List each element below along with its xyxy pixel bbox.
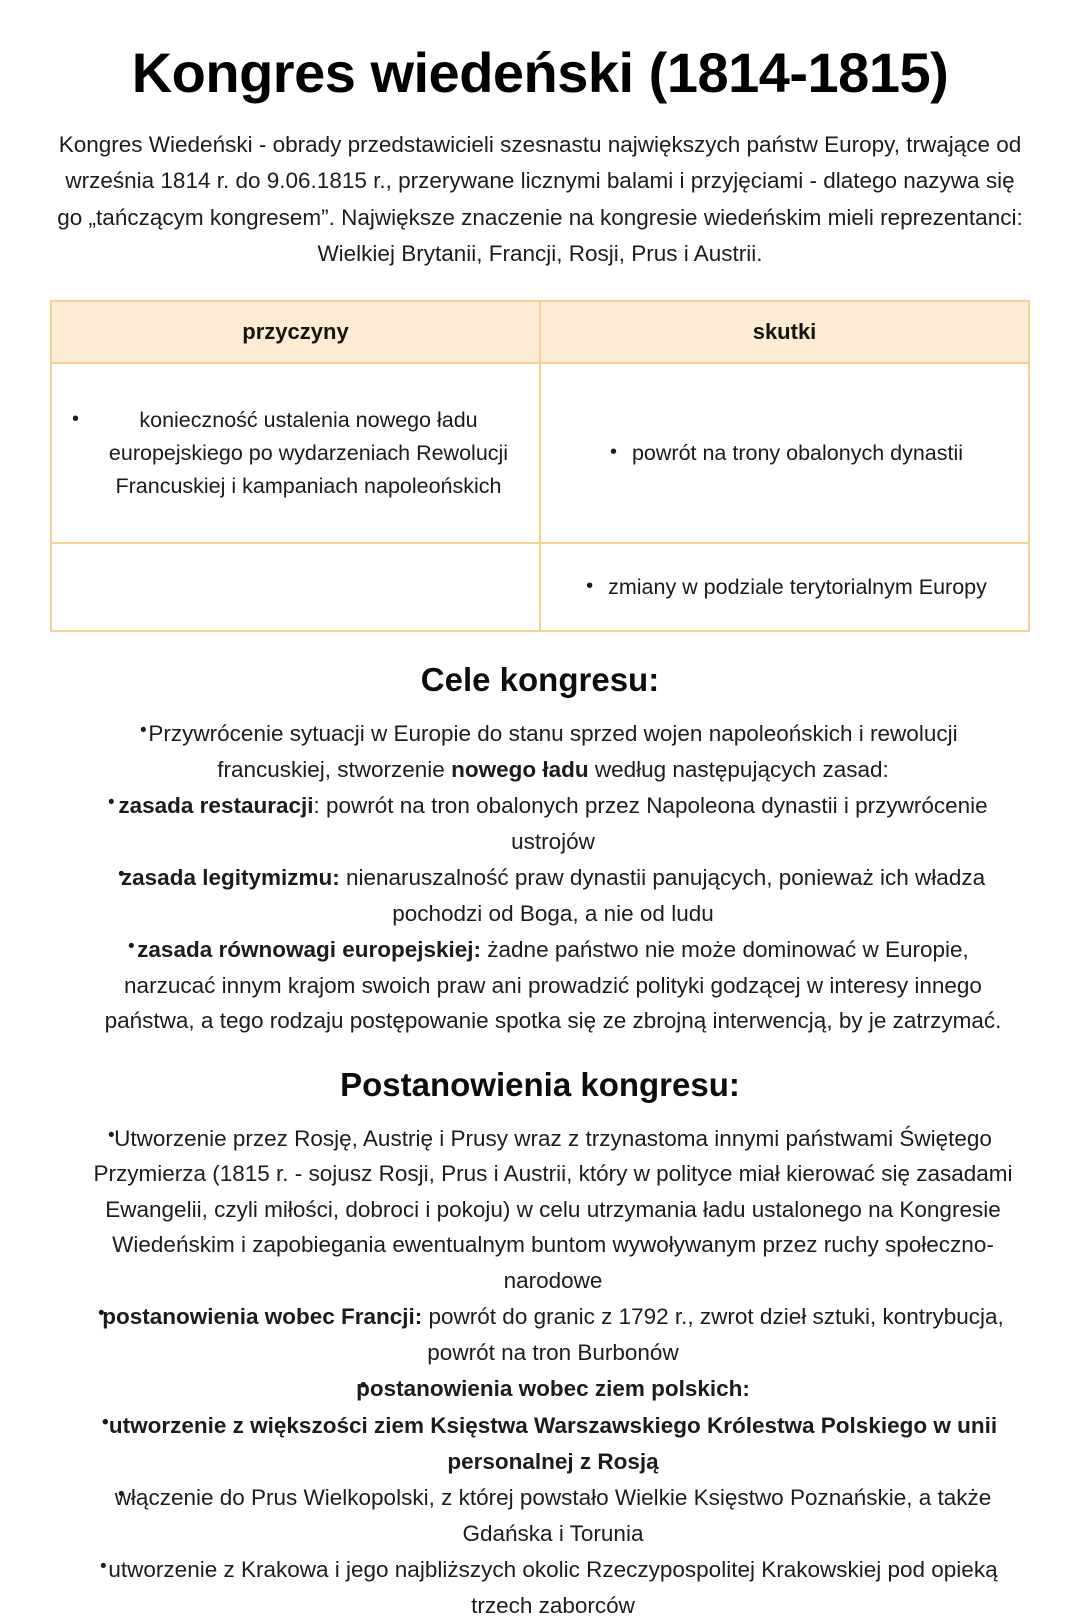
list-item: • postanowienia wobec Francji: powrót do granic z 1792 r., zwrot dzieł sztuki, kontrybucja, powrót na tron Burbonów xyxy=(50,1299,1030,1370)
list-item: • konieczność ustalenia nowego ładu europejskiego po wydarzeniach Rewolucji Francuskiej i kampaniach napoleońskich xyxy=(68,404,523,504)
page-title: Kongres wiedeński (1814-1815) xyxy=(131,41,949,104)
table-head xyxy=(51,301,1029,363)
list-item: • Utworzenie przez Rosję, Austrię i Prusy wraz z trzynastoma innymi państwami Świętego Przymierza (1815 r. - sojusz Rosji, Prus i Austrii, który w polityce miał kierować się zasadami Ewangelii, czyli miłości, dobroci i pokoju) w celu utrzymania ładu ustalonego na Kongresie Wiedeńskim i zapobiegania ewentualnym buntom wywoływanym przez ruchy społeczno-narodowe xyxy=(50,1121,1030,1299)
causes-effects-table xyxy=(50,300,1030,632)
postanowienia-bullet-list xyxy=(50,1121,1030,1623)
section-heading-cele: Cele kongresu: xyxy=(420,661,660,699)
list-item: • utworzenie z większości ziem Księstwa Warszawskiego Królestwa Polskiego w unii personalnej z Rosją xyxy=(50,1408,1030,1479)
list-item: • włączenie do Prus Wielkopolski, z której powstało Wielkie Księstwo Poznańskie, a także Gdańska i Torunia xyxy=(50,1480,1030,1551)
list-item: • zasada restauracji: powrót na tron obalonych przez Napoleona dynastii i przywrócenie ustrojów xyxy=(50,788,1030,859)
list-item: • zmiany w podziale terytorialnym Europy xyxy=(582,571,987,604)
cele-bullet-list xyxy=(50,716,1030,1039)
list-item: • utworzenie z Krakowa i jego najbliższych okolic Rzeczypospolitej Krakowskiej pod opieką trzech zaborców xyxy=(50,1552,1030,1623)
list-item: • postanowienia wobec ziem polskich: xyxy=(50,1371,1030,1407)
cell-bullet-list xyxy=(557,437,1012,470)
cell-bullet-list xyxy=(68,404,523,504)
table-row xyxy=(51,363,1029,543)
table-header-skutki: skutki xyxy=(540,301,1029,363)
table-cell-skutki-2 xyxy=(540,543,1029,631)
cell-bullet-list xyxy=(557,571,1012,604)
table-row xyxy=(51,543,1029,631)
list-item: • zasada równowagi europejskiej: żadne państwo nie może dominować w Europie, narzucać innym krajom swoich praw ani prowadzić polityki godzącej w interesy innego państwa, a tego rodzaju postępowanie spotka się ze zbrojną interwencją, by je zatrzymać. xyxy=(50,932,1030,1039)
section-heading-postanowienia: Postanowienia kongresu: xyxy=(340,1065,740,1103)
intro-paragraph: Kongres Wiedeński - obrady przedstawicieli szesnastu największych państw Europy, trwające od września 1814 r. do 9.06.1815 r., przerywane licznymi balami i przyjęciami - dlatego nazywa się go „tańczącym kongresem”. Największe znaczenie na kongresie wiedeńskim mieli reprezentanci: Wielkiej Brytanii, Francji, Rosji, Prus i Austrii. xyxy=(57,131,1023,267)
list-item: • powrót na trony obalonych dynastii xyxy=(606,437,963,470)
table-header-row xyxy=(51,301,1029,363)
list-item: • Przywrócenie sytuacji w Europie do stanu sprzed wojen napoleońskich i rewolucji francuskiej, stworzenie nowego ładu według następujących zasad: xyxy=(50,716,1030,787)
list-item: • zasada legitymizmu: nienaruszalność praw dynastii panujących, ponieważ ich władza pochodzi od Boga, a nie od ludu xyxy=(50,860,1030,931)
table-body xyxy=(51,363,1029,631)
table-cell-przyczyny-1 xyxy=(51,363,540,543)
table-header-przyczyny: przyczyny xyxy=(51,301,540,363)
table-cell-przyczyny-2 xyxy=(51,543,540,631)
table-cell-skutki-1 xyxy=(540,363,1029,543)
